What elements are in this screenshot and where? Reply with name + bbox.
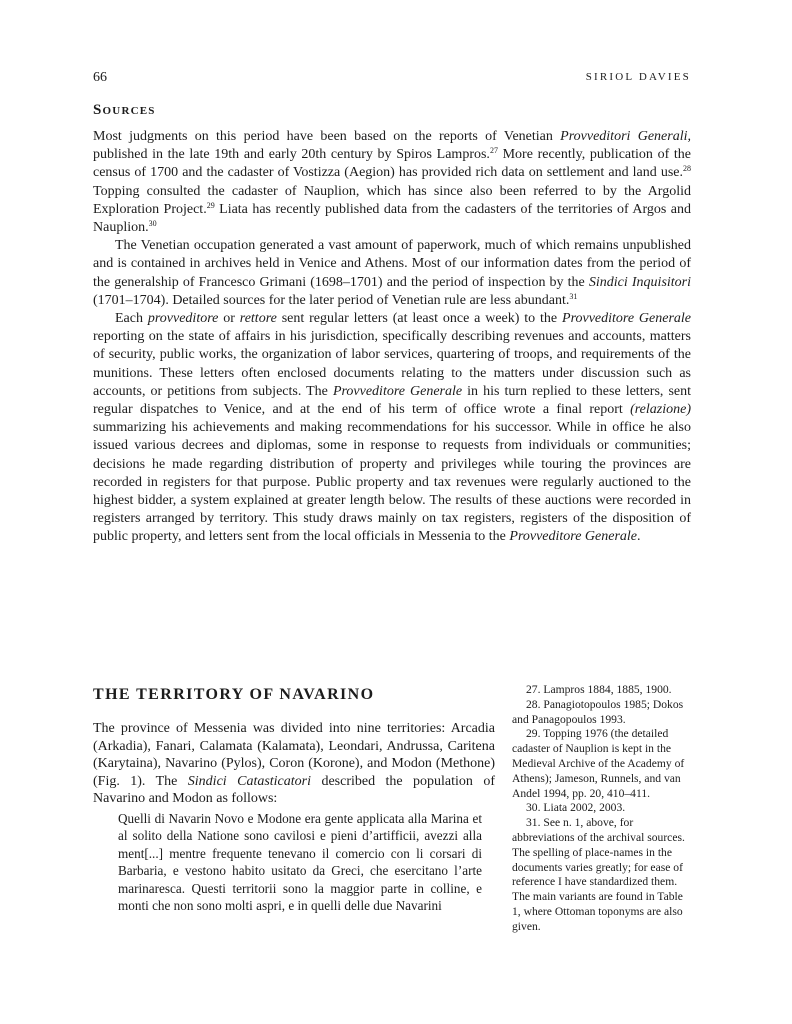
footnote-ref-30[interactable]: 30 [148, 219, 157, 229]
running-header [93, 70, 691, 88]
footnote-29: 29. Topping 1976 (the detailed cadaster of Nauplion is kept in the Medieval Archive of the Academy of Athens); Jameson, Runnels, and van Andel 1994, pp. 20, 410–411. [512, 727, 685, 800]
sources-section [93, 128, 691, 547]
footnote-28: 28. Panagiotopoulos 1985; Dokos and Panagopoulos 1993. [512, 697, 684, 726]
territory-paragraph-1: The province of Messenia was divided into nine territories: Arcadia (Arkadia), Fanari, Calamata (Kalamata), Leondari, Andrussa, Caritena (Karytaina), Navarino (Pylos), Coron (Korone), and Modon (Methone) (Fig. 1). The Sindici Catasticatori described the population of Navarino and Modon as follows: [93, 721, 496, 807]
running-head-author: SIRIOL DAVIES [585, 71, 691, 83]
sources-heading: Sources [93, 102, 156, 118]
block-quote: Quelli di Navarin Novo e Modone era gente applicata alla Marina et al solito della Natione sono cavilosi e pieni d’artifficii, avezzi alla ment[...] mentre frequente tenevano il comercio con li corsari di Barbaria, e vestono habito usitato da Greci, che esercitano l’arte marinaresca. Questi territorii sono la maggior parte in colline, e monti che non sono molti aspri, e in quelli delle due Navarini [118, 811, 482, 914]
footnote-ref-31[interactable]: 31 [569, 291, 578, 301]
footnote-30: 30. Liata 2002, 2003. [526, 801, 626, 815]
sources-paragraph-3: Each provveditore or rettore sent regular letters (at least once a week) to the Provveditore Generale reporting on the state of affairs in his jurisdiction, specifically describing revenues and accounts, matters of security, public works, the organization of labor services, quartering of troops, and requirements of the munitions. These letters often enclosed documents relating to the matters under discussion such as accounts, or petitions from subjects. The Provveditore Generale in his turn replied to these letters, sent regular dispatches to Venice, and at the end of his term of office wrote a final report (relazione) summarizing his achievements and making recommendations for his successor. While in office he also issued various decrees and diplomas, some in response to requests from individuals or communities; decisions he made regarding distribution of property and privileges while touring the provinces are recorded in registers for that purpose. Public property and tax revenues were regularly auctioned to the highest bidder, a system explained at greater length below. The results of these auctions were recorded in registers arranged by territory. This study draws mainly on tax registers, registers of the disposition of public property, and letters sent from the local officials in Messenia to the Provveditore Generale. [93, 311, 692, 545]
footnote-27: 27. Lampros 1884, 1885, 1900. [526, 683, 672, 696]
page-number: 66 [93, 70, 107, 85]
sources-paragraph-2: The Venetian occupation generated a vast amount of paperwork, much of which remains unpublished and is contained in archives held in Venice and Athens. Most of our information dates from the period of the generalship of Francesco Grimani (1698–1701) and the period of inspection by the Sindici Inquisitori (1701–1704). Detailed sources for the later period of Venetian rule are less abundant.$^{31}$ [93, 238, 692, 308]
footnotes-column [512, 683, 692, 935]
footnote-ref-29[interactable]: 29 [206, 200, 215, 210]
territory-heading: THE TERRITORY OF NAVARINO [93, 686, 375, 703]
footnote-31: 31. See n. 1, above, for abbreviations of the archival sources. The spelling of place-names in the documents varies greatly; for ease of reference I have standardized them. The main variants are found in Table 1, where Ottoman toponyms are also given. [512, 816, 685, 933]
footnote-ref-28[interactable]: 28 [683, 164, 691, 174]
footnote-ref-27[interactable]: 27 [489, 146, 498, 156]
sources-paragraph-1: Most judgments on this period have been based on the reports of Venetian Provveditori Generali, published in the late 19th and early 20th century by Spiros Lampros.$^{27}$ More recently, publication of the census of 1700 and the cadaster of Vostizza (Aegion) has provided rich data on settlement and land use.$^{28}$ Topping consulted the cadaster of Nauplion, which has since also been referred to by the Argolid Exploration Project.$^{29}$ Liata has recently published data from the cadasters of the territories of Argos and Nauplion.$^{30}$ [93, 129, 691, 236]
